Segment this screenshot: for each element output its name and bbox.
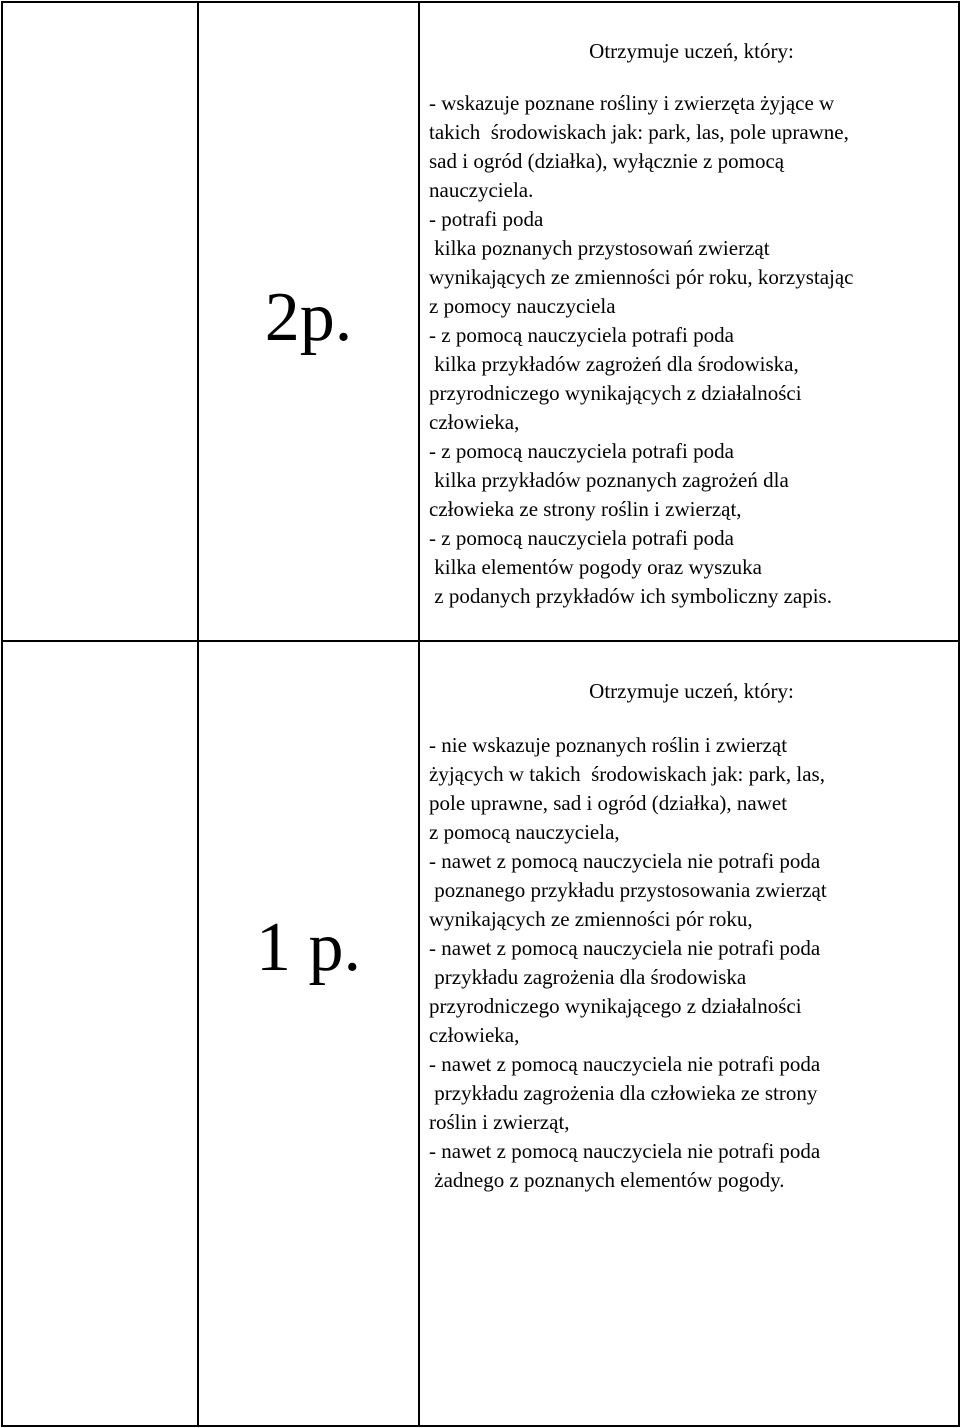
grading-criteria-table	[1, 1, 960, 1427]
criteria-cell	[419, 641, 959, 1426]
criteria-heading: Otrzymuje uczeń, który:	[589, 679, 794, 703]
empty-cell	[2, 2, 198, 641]
grade-cell	[198, 2, 419, 641]
grade-label: 1 p.	[256, 908, 361, 986]
criteria-text: - wskazuje poznane rośliny i zwierzęta żyjące w takich środowiskach jak: park, las, pole uprawne, sad i ogród (działka), wyłącznie z pomocą nauczyciela. - potrafi poda kilka poznanych przystosowań zwierząt wynikających ze zmienności pór roku, korzystając z pomocy nauczyciela - z pomocą nauczyciela potrafi poda kilka przykładów zagrożeń dla środowiska, przyrodniczego wynikających z działalności człowieka, - z pomocą nauczyciela potrafi poda kilka przykładów poznanych zagrożeń dla człowieka ze strony roślin i zwierząt, - z pomocą nauczyciela potrafi poda kilka elementów pogody oraz wyszuka z podanych przykładów ich symboliczny zapis.	[429, 91, 854, 608]
criteria-text: - nie wskazuje poznanych roślin i zwierząt żyjących w takich środowiskach jak: park, las, pole uprawne, sad i ogród (działka), nawet z pomocą nauczyciela, - nawet z pomocą nauczyciela nie potrafi poda poznanego przykładu przystosowania zwierząt wynikających ze zmienności pór roku, - nawet z pomocą nauczyciela nie potrafi poda przykładu zagrożenia dla środowiska przyrodniczego wynikającego z działalności człowieka, - nawet z pomocą nauczyciela nie potrafi poda przykładu zagrożenia dla człowieka ze strony roślin i zwierząt, - nawet z pomocą nauczyciela nie potrafi poda żadnego z poznanych elementów pogody.	[429, 733, 827, 1192]
criteria-heading: Otrzymuje uczeń, który:	[589, 39, 794, 63]
empty-cell	[2, 641, 198, 1426]
grade-row-1p	[2, 641, 959, 1426]
grade-row-2p	[2, 2, 959, 641]
criteria-cell	[419, 2, 959, 641]
grade-label: 2p.	[264, 278, 353, 356]
grade-cell	[198, 641, 419, 1426]
